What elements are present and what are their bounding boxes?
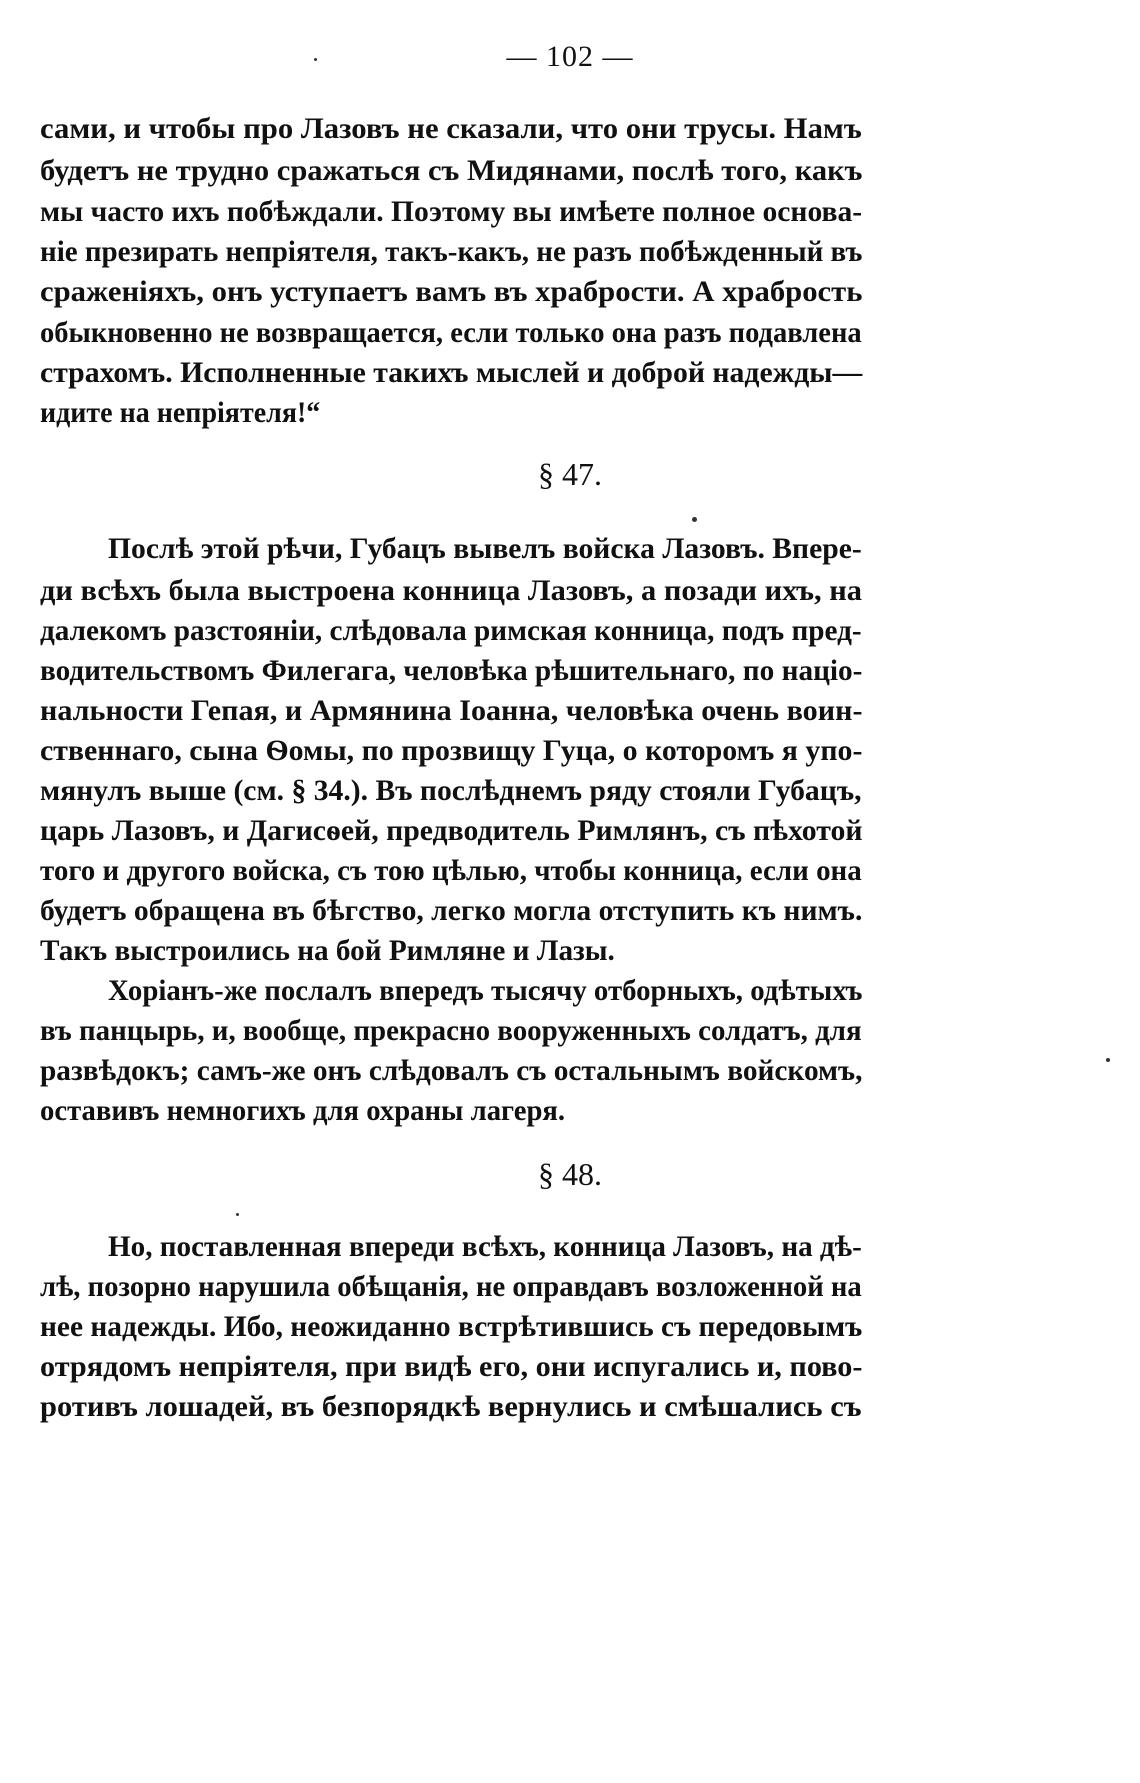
text-line: будетъ не трудно сражаться съ Мидянами, послѣ того, какъ bbox=[40, 154, 863, 187]
text-line: Такъ выстроились на бой Римляне и Лазы. bbox=[40, 934, 615, 967]
text-line: будетъ обращена въ бѣгство, легко могла отступить къ нимъ. bbox=[40, 894, 863, 927]
text-line: ротивъ лошадей, въ безпорядкѣ вернулись и смѣшались съ bbox=[40, 1390, 862, 1423]
section-heading-47: § 47. bbox=[538, 456, 602, 492]
text-line: развѣдокъ; самъ-же онъ слѣдовалъ съ остальнымъ войскомъ, bbox=[40, 1054, 863, 1087]
text-line: страхомъ. Исполненные такихъ мыслей и доброй надежды— bbox=[40, 356, 863, 389]
text-line: мянулъ выше (см. § 34.). Въ послѣднемъ ряду стояли Губацъ, bbox=[40, 774, 862, 807]
text-line: лѣ, позорно нарушила обѣщанiя, не оправдавъ возложенной на bbox=[40, 1270, 862, 1303]
text-line: водительствомъ Филегага, человѣка рѣшительнаго, по нацiо- bbox=[40, 654, 863, 687]
text-line: нальности Гепая, и Армянина Iоанна, человѣка очень воин- bbox=[40, 694, 863, 727]
page-number: — 102 — bbox=[506, 40, 634, 73]
text-line: сраженiяхъ, онъ уступаетъ вамъ въ храбрости. А храбрость bbox=[40, 275, 863, 308]
text-line: царь Лазовъ, и Дагисѳей, предводитель Римлянъ, съ пѣхотой bbox=[40, 814, 863, 847]
scan-speck bbox=[236, 1213, 239, 1216]
text-line: ственнаго, сына Ѳомы, по прозвищу Гуца, о которомъ я упо- bbox=[40, 734, 863, 767]
text-line: сами, и чтобы про Лазовъ не сказали, что они трусы. Намъ bbox=[40, 112, 862, 145]
scan-speck bbox=[1106, 1058, 1110, 1062]
text-line: ди всѣхъ была выстроена конница Лазовъ, а позади ихъ, на bbox=[40, 574, 862, 607]
text-line: отрядомъ непрiятеля, при видѣ его, они испугались и, пово- bbox=[40, 1350, 863, 1383]
scan-speck bbox=[314, 58, 317, 61]
text-line: Но, поставленная впереди всѣхъ, конница Лазовъ, на дѣ- bbox=[108, 1230, 862, 1263]
text-line: Послѣ этой рѣчи, Губацъ вывелъ войска Лазовъ. Впере- bbox=[108, 532, 862, 565]
section-heading-48: § 48. bbox=[538, 1156, 602, 1192]
text-line: далекомъ разстоянiи, слѣдовала римская конница, подъ пред- bbox=[40, 614, 862, 647]
text-line: того и другого войска, съ тою цѣлью, чтобы конница, если она bbox=[40, 854, 862, 887]
text-line: обыкновенно не возвращается, если только она разъ подавлена bbox=[40, 316, 862, 349]
text-line: нее надежды. Ибо, неожиданно встрѣтившись съ передовымъ bbox=[40, 1310, 863, 1343]
scan-speck bbox=[692, 517, 697, 522]
text-line: Хорiанъ-же послалъ впередъ тысячу отборныхъ, одѣтыхъ bbox=[108, 974, 863, 1007]
text-line: идите на непрiятеля!“ bbox=[40, 396, 321, 429]
text-line: нiе презирать непрiятеля, такъ-какъ, не разъ побѣжденный въ bbox=[40, 235, 863, 268]
text-line: мы часто ихъ побѣждали. Поэтому вы имѣете полное основа- bbox=[40, 195, 863, 228]
text-line: оставивъ немногихъ для охраны лагеря. bbox=[40, 1094, 566, 1127]
text-line: въ панцырь, и, вообще, прекрасно вооруженныхъ солдатъ, для bbox=[40, 1014, 862, 1047]
